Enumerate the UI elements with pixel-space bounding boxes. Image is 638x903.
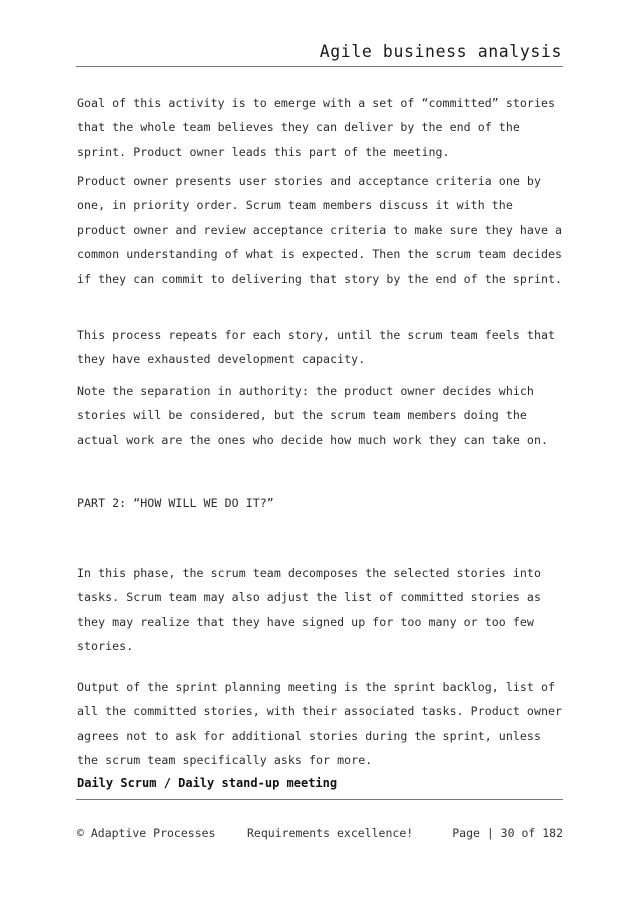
part-2-heading: PART 2: “HOW WILL WE DO IT?” <box>77 496 274 510</box>
paragraph-sprint-backlog: Output of the sprint planning meeting is the sprint backlog, list of all the committed stories, with their associated tasks. Product owner agrees not to ask for additional stories during the sprint, unless the scrum team specifically asks for more. <box>77 680 563 768</box>
paragraph-phase-decompose: In this phase, the scrum team decomposes the selected stories into tasks. Scrum team may also adjust the list of committed stories as they may realize that they have signed up for too many or too few stories. <box>77 566 541 654</box>
section-heading-daily-scrum: Daily Scrum / Daily stand-up meeting <box>77 776 338 790</box>
paragraph-separation-authority: Note the separation in authority: the product owner decides which stories will be considered, but the scrum team members doing the actual work are the ones who decide how much work they can take on. <box>77 384 549 447</box>
header-divider <box>76 66 563 67</box>
page-footer <box>77 826 563 842</box>
page-header-title: Agile business analysis <box>319 42 562 61</box>
footer-copyright: © Adaptive Processes <box>77 826 216 840</box>
paragraph-process-repeats: This process repeats for each story, until the scrum team feels that they have exhausted development capacity. <box>77 328 556 367</box>
footer-page-number: Page | 30 of 182 <box>452 826 563 840</box>
footer-tagline: Requirements excellence! <box>247 826 414 840</box>
paragraph-product-owner-presents: Product owner presents user stories and acceptance criteria one by one, in priority order. Scrum team members discuss it with the product owner and review acceptance criteria to make sure they have a common understanding of what is expected. Then the scrum team decides if they can commit to delivering that story by the end of the sprint. <box>77 174 563 286</box>
footer-divider <box>76 799 563 800</box>
paragraph-goal: Goal of this activity is to emerge with a set of “committed” stories that the whole team believes they can deliver by the end of the sprint. Product owner leads this part of the meeting. <box>77 96 556 159</box>
